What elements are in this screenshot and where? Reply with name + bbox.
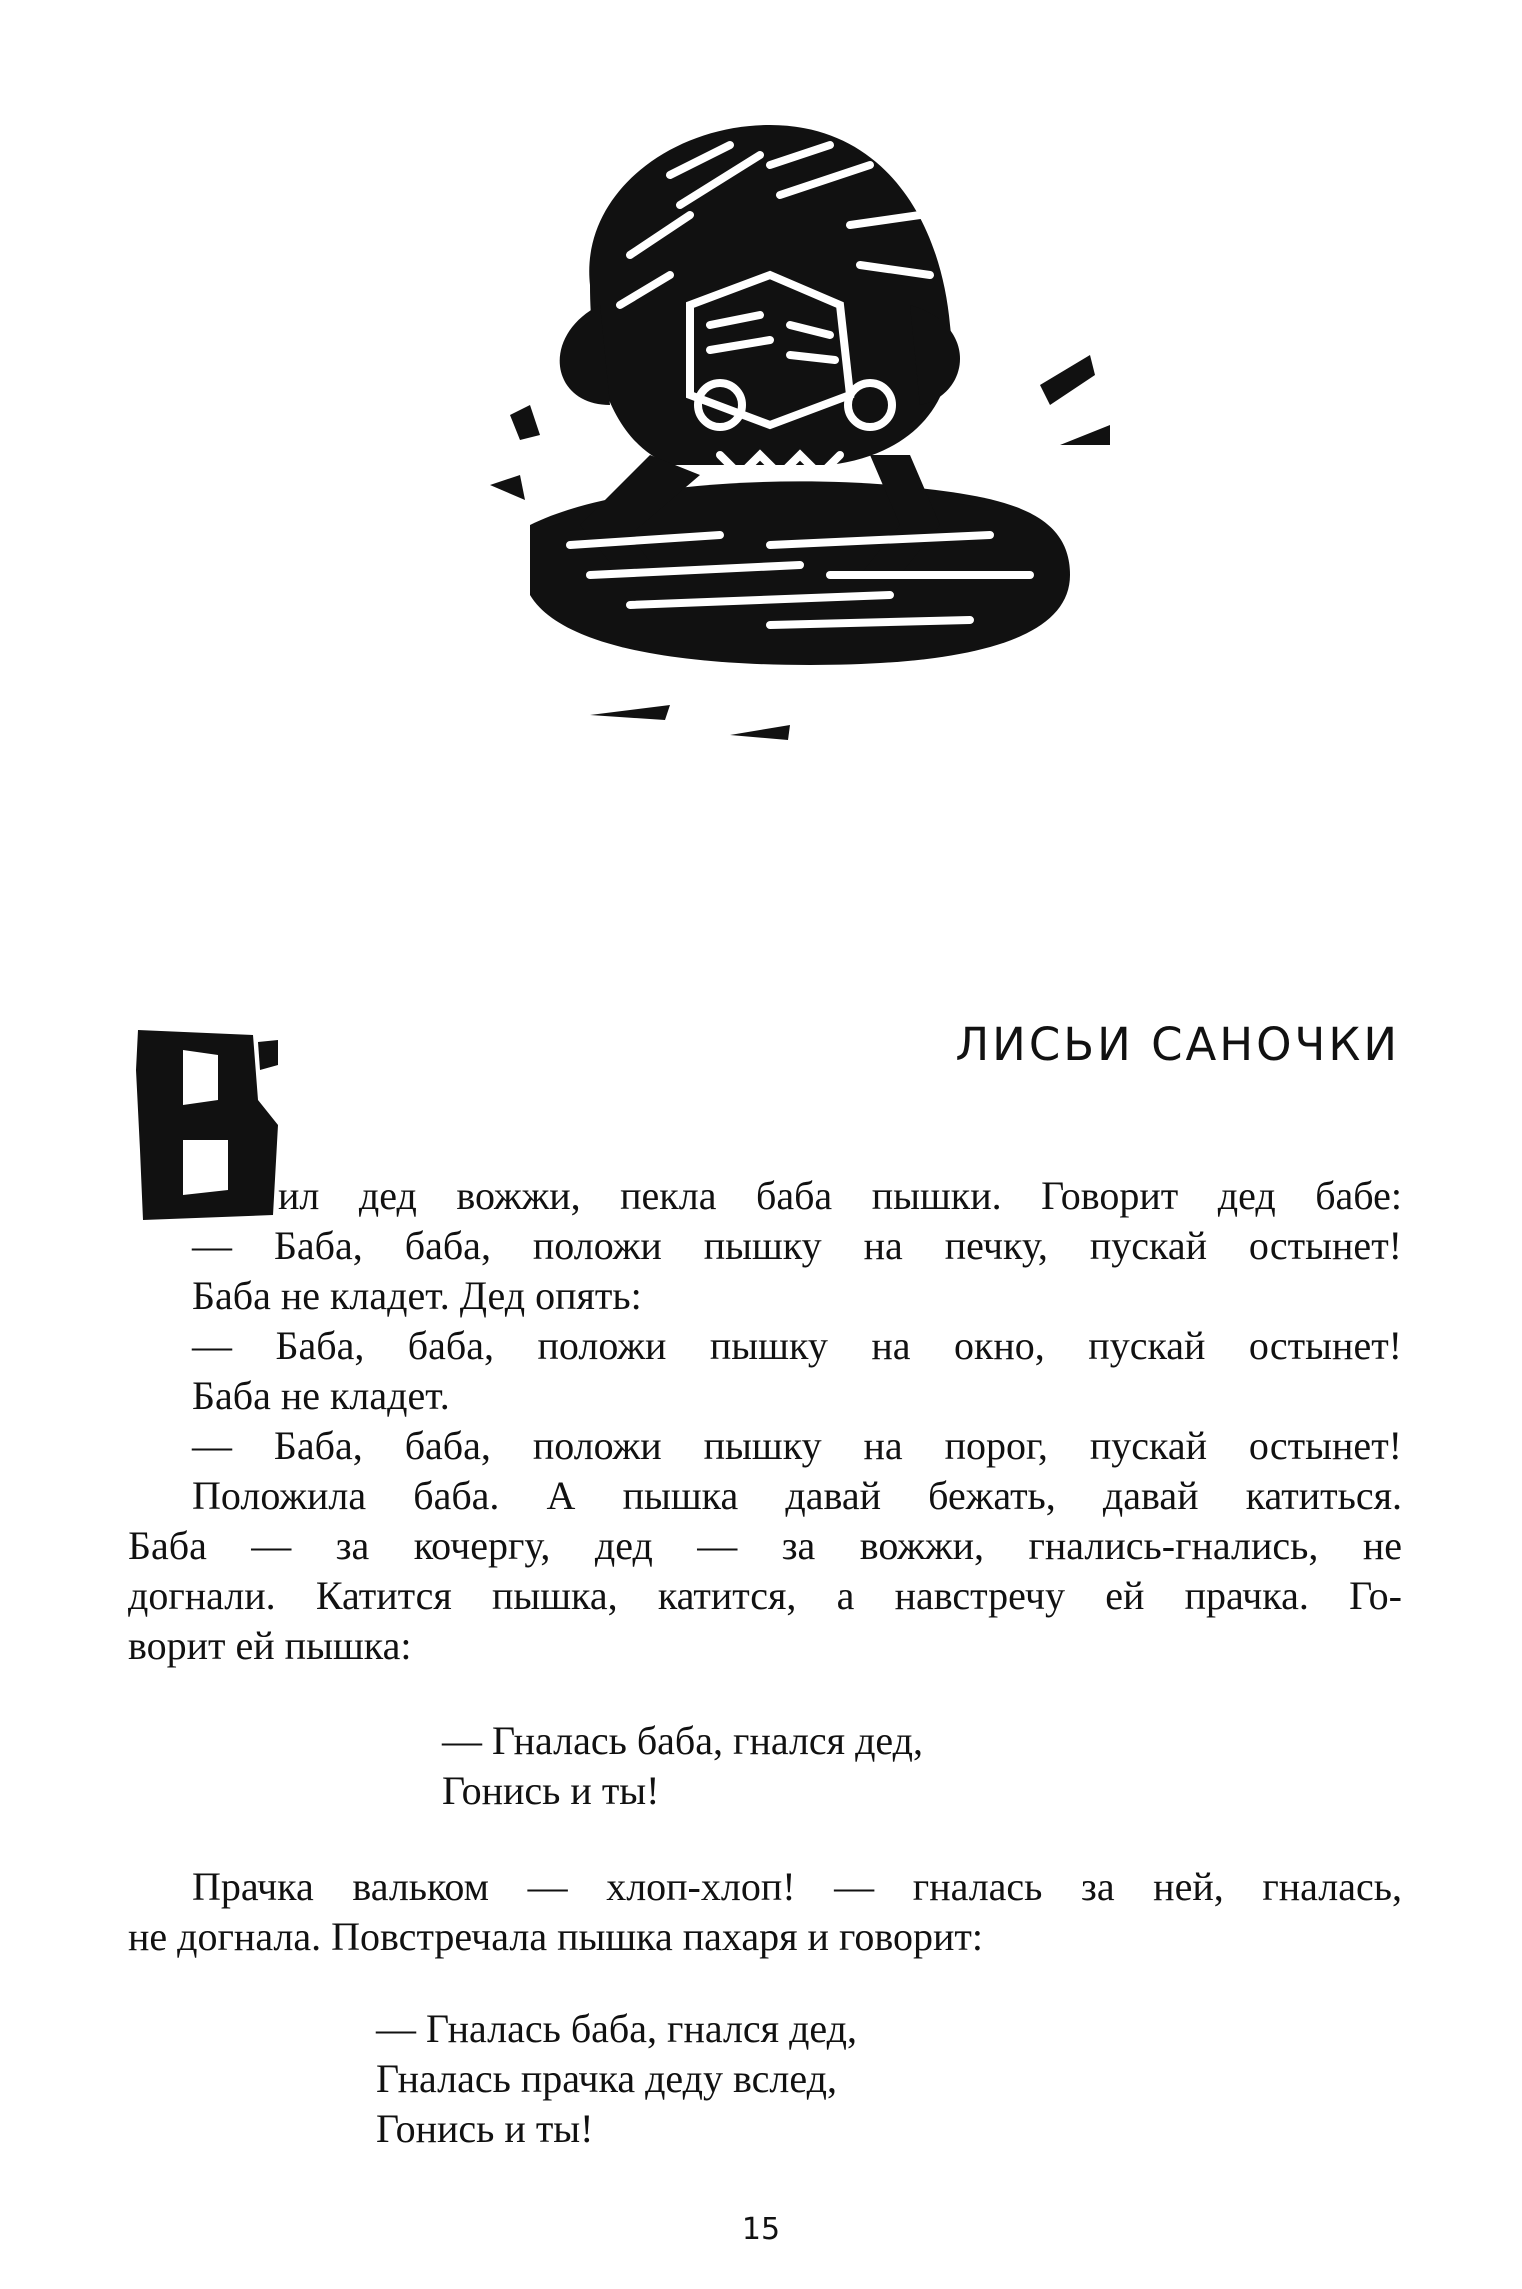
story-title: ЛИСЬИ САНОЧКИ xyxy=(955,1018,1400,1071)
verse-2 xyxy=(376,2004,857,2154)
text-line: догнали. Катится пышка, катится, а навстречу ей прачка. Го- xyxy=(128,1573,1402,1618)
text-line: — Баба, баба, положи пышку на окно, пускай остынет! xyxy=(192,1323,1402,1368)
verse-line: — Гналась баба, гнался дед, xyxy=(442,1718,923,1763)
text-line: — Баба, баба, положи пышку на порог, пускай остынет! xyxy=(192,1423,1402,1468)
text-line: ворит ей пышка: xyxy=(128,1623,412,1668)
text-line: — Баба, баба, положи пышку на печку, пускай остынет! xyxy=(192,1223,1402,1268)
text-line: не догнала. Повстречала пышка пахаря и говорит: xyxy=(128,1914,983,1959)
text-line: ил дед вожжи, пекла баба пышки. Говорит дед бабе: xyxy=(278,1173,1402,1218)
verse-1 xyxy=(442,1716,923,1816)
verse-line: — Гналась баба, гнался дед, xyxy=(376,2006,857,2051)
page-number: 15 xyxy=(741,2212,781,2247)
text-line: Положила баба. А пышка давай бежать, давай катиться. xyxy=(192,1473,1402,1518)
verse-line: Гналась прачка деду вслед, xyxy=(376,2056,837,2101)
paragraph-1 xyxy=(128,1171,1402,1671)
verse-line: Гонись и ты! xyxy=(442,1768,660,1813)
text-line: Баба не кладет. Дед опять: xyxy=(192,1273,642,1318)
text-line: Прачка вальком — хлоп-хлоп! — гналась за ней, гналась, xyxy=(192,1864,1402,1909)
woodcut-illustration-pyshka xyxy=(470,105,1130,775)
paragraph-2 xyxy=(128,1862,1402,1962)
verse-line: Гонись и ты! xyxy=(376,2106,594,2151)
text-line: Баба не кладет. xyxy=(192,1373,450,1418)
text-line: Баба — за кочергу, дед — за вожжи, гнались-гнались, не xyxy=(128,1523,1402,1568)
